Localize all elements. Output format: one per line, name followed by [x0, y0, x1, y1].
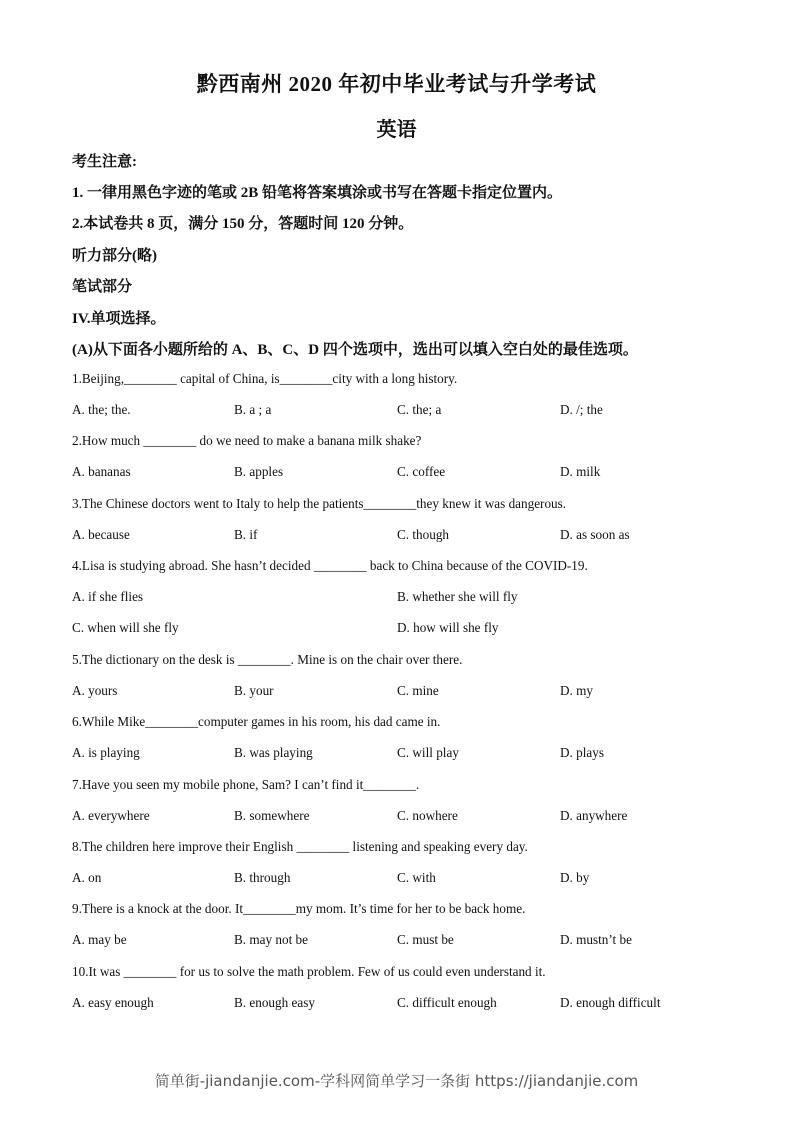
option-c: C. nowhere [397, 808, 458, 823]
option-d: D. my [560, 683, 593, 698]
option-c: C. must be [397, 932, 454, 947]
option-d: D. as soon as [560, 527, 630, 542]
question-stem: 6.While Mike________computer games in his room, his dad came in. [72, 714, 441, 729]
option-a: A. if she flies [72, 589, 144, 604]
option-d: D. mustn’t be [560, 932, 632, 947]
option-b: B. if [234, 527, 258, 542]
option-b: B. somewhere [234, 808, 310, 823]
option-a: A. because [72, 527, 130, 542]
written-section: 笔试部分 [72, 279, 133, 295]
part-instruction: (A)从下面各小题所给的 A、B、C、D 四个选项中，选出可以填入空白处的最佳选项。 [72, 342, 638, 358]
option-a: A. bananas [72, 464, 131, 479]
question-stem: 4.Lisa is studying abroad. She hasn’t decided ________ back to China because of the COVID-19. [72, 558, 588, 573]
question-stem: 5.The dictionary on the desk is ________. Mine is on the chair over there. [72, 652, 463, 667]
option-c: C. difficult enough [397, 995, 497, 1010]
question-stem: 7.Have you seen my mobile phone, Sam? I can’t find it________. [72, 777, 420, 792]
option-d: D. how will she fly [397, 620, 499, 635]
option-d: D. milk [560, 464, 601, 479]
question-stem: 2.How much ________ do we need to make a banana milk shake? [72, 433, 422, 448]
question-stem: 8.The children here improve their English ________ listening and speaking every day. [72, 839, 528, 854]
option-c: C. with [397, 870, 436, 885]
option-b: B. through [234, 870, 291, 885]
option-c: C. mine [397, 683, 439, 698]
option-b: B. your [234, 683, 274, 698]
option-b: B. may not be [234, 932, 308, 947]
option-a: A. on [72, 870, 102, 885]
option-a: A. easy enough [72, 995, 154, 1010]
option-c: C. will play [397, 745, 459, 760]
option-d: D. by [560, 870, 590, 885]
notice-item-1: 1. 一律用黑色字迹的笔或 2B 铅笔将答案填涂或书写在答题卡指定位置内。 [72, 185, 563, 201]
part-heading: IV.单项选择。 [72, 311, 166, 327]
notice-item-2: 2.本试卷共 8 页，满分 150 分，答题时间 120 分钟。 [72, 216, 414, 232]
option-b: B. was playing [234, 745, 313, 760]
question-stem: 10.It was ________ for us to solve the math problem. Few of us could even understand it. [72, 964, 546, 979]
subject-title: 英语 [376, 119, 417, 141]
option-c: C. though [397, 527, 450, 542]
option-d: D. anywhere [560, 808, 628, 823]
listening-section: 听力部分(略) [72, 248, 157, 264]
option-d: D. enough difficult [560, 995, 661, 1010]
question-stem: 3.The Chinese doctors went to Italy to help the patients________they knew it was dangerous. [72, 496, 567, 511]
question-stem: 9.There is a knock at the door. It________my mom. It’s time for her to be back home. [72, 901, 526, 916]
notice-heading: 考生注意: [72, 154, 137, 170]
option-b: B. apples [234, 464, 284, 479]
option-a: A. is playing [72, 745, 140, 760]
option-b: B. enough easy [234, 995, 315, 1010]
option-c: C. when will she fly [72, 620, 179, 635]
option-c: C. coffee [397, 464, 446, 479]
option-d: D. /; the [560, 402, 603, 417]
question-stem: 1.Beijing,________ capital of China, is________city with a long history. [72, 371, 458, 386]
watermark-footer: 简单街-jiandanjie.com-学科网简单学习一条街 https://jiandanjie.com [154, 1072, 639, 1090]
exam-title: 黔西南州 2020 年初中毕业考试与升学考试 [196, 72, 597, 96]
option-a: A. the; the. [72, 402, 131, 417]
option-a: A. everywhere [72, 808, 150, 823]
option-a: A. yours [72, 683, 118, 698]
option-c: C. the; a [397, 402, 442, 417]
option-a: A. may be [72, 932, 127, 947]
option-b: B. whether she will fly [397, 589, 518, 604]
option-d: D. plays [560, 745, 604, 760]
option-b: B. a ; a [234, 402, 272, 417]
